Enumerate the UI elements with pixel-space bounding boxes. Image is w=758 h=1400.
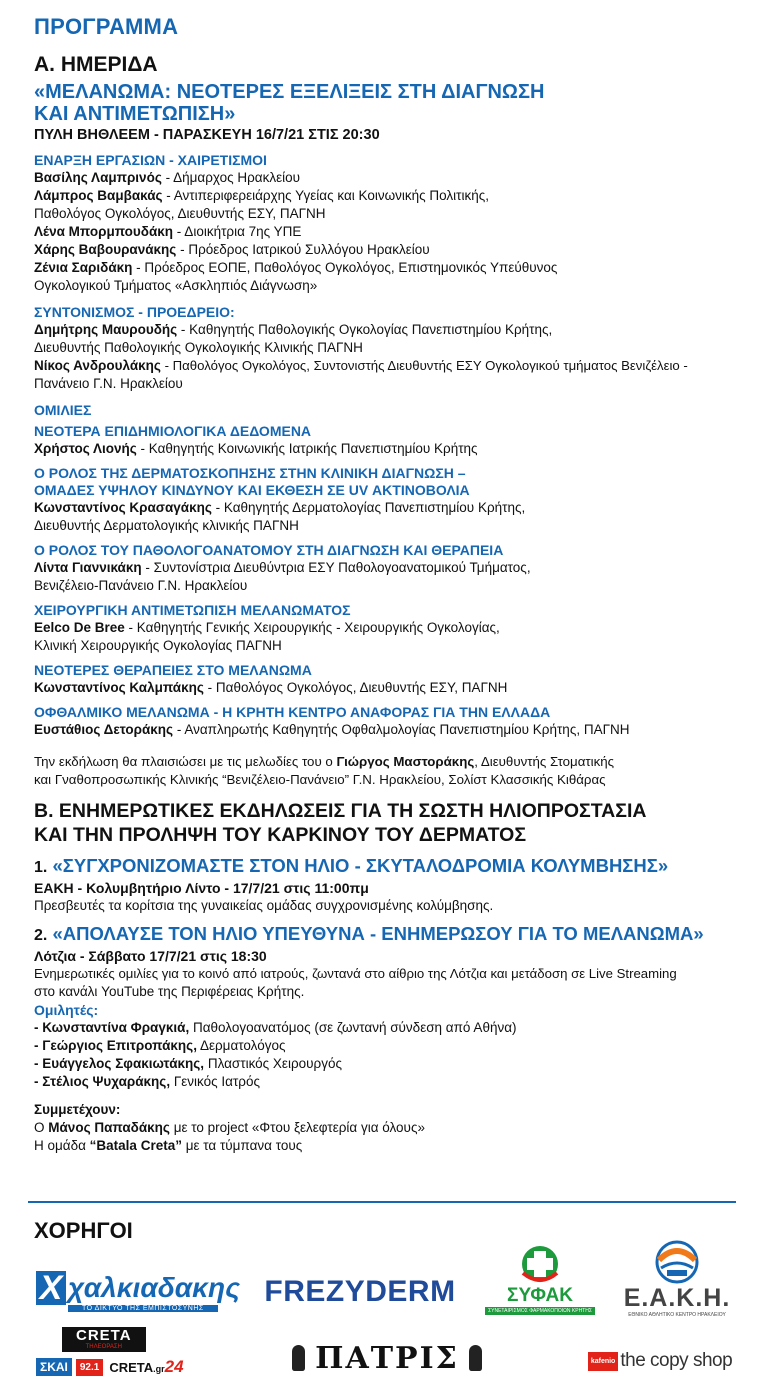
talk-title: ΧΕΙΡΟΥΡΓΙΚΗ ΑΝΤΙΜΕΤΩΠΙΣΗ ΜΕΛΑΝΩΜΑΤΟΣ (34, 602, 351, 618)
skai-frequency: 92.1 (76, 1359, 103, 1376)
opening-person (34, 187, 734, 205)
copyshop-tag: kafenio (588, 1352, 619, 1371)
program-content (34, 14, 734, 1155)
talk-item (34, 423, 734, 458)
event-2 (34, 923, 734, 1155)
person-role: - Καθηγητής Γενικής Χειρουργικής - Χειρουργικής Ογκολογίας, (124, 620, 500, 635)
section-a-title-line1: «ΜΕΛΑΝΩΜΑ: ΝΕΟΤΕΡΕΣ ΕΞΕΛΙΞΕΙΣ ΣΤΗ ΔΙΑΓΝΩΣΗ (34, 81, 545, 103)
creta-tv-tagline: ΤΗΛΕΟΡΑΣΗ (85, 1344, 122, 1350)
opening-list (34, 169, 734, 295)
patris-right-portrait-icon (469, 1345, 482, 1371)
opening-person (34, 241, 734, 259)
talk-speaker (34, 721, 734, 739)
talk-title-line1: Ο ΡΟΛΟΣ ΤΗΣ ΔΕΡΜΑΤΟΣΚΟΠΗΣΗΣ ΣΤΗΝ ΚΛΙΝΙΚΗ ΔΙΑΓΝΩΣΗ – (34, 465, 466, 481)
coordination-heading: ΣΥΝΤΟΝΙΣΜΟΣ - ΠΡΟΕΔΡΕΙΟ: (34, 304, 235, 320)
event-title (34, 855, 734, 879)
talk-title-line2: ΟΜΑΔΕΣ ΥΨΗΛΟΥ ΚΙΝΔΥΝΟΥ ΚΑΙ ΕΚΘΕΣΗ ΣΕ UV ΑΚΤΙΝΟΒΟΛΙΑ (34, 482, 470, 498)
talk-item (34, 602, 734, 655)
person-role-cont: Διευθυντής Παθολογικής Ογκολογικής Κλινικής ΠΑΓΝΗ (34, 340, 363, 355)
event-title-text: «ΣΥΓΧΡΟΝΙΖΟΜΑΣΤΕ ΣΤΟΝ ΗΛΙΟ - ΣΚΥΤΑΛΟΔΡΟΜΙΑ ΚΟΛΥΜΒΗΣΗΣ» (52, 855, 669, 876)
creta-tv-wordmark: CRETA (76, 1327, 132, 1344)
person-role-cont: Κλινική Χειρουργικής Ογκολογίας ΠΑΓΝΗ (34, 638, 282, 653)
person-name: Χρήστος Λιονής (34, 441, 137, 456)
event-1 (34, 855, 734, 915)
chalkiadakis-wordmark: χαλκιαδακης (68, 1271, 241, 1303)
patris-wordmark: ΠΑΤΡΙΣ (315, 1340, 459, 1376)
person-role: - Πρόεδρος ΕΟΠΕ, Παθολόγος Ογκολόγος, Επιστημονικός Υπεύθυνος (132, 260, 558, 275)
cretagr-wordmark: CRETA (109, 1360, 154, 1375)
syfak-logo (488, 1236, 592, 1322)
speaker-item (34, 1019, 734, 1037)
talk-title: Ο ΡΟΛΟΣ ΤΟΥ ΠΑΘΟΛΟΓΟΑΝΑΤΟΜΟΥ ΣΤΗ ΔΙΑΓΝΩΣΗ ΚΑΙ ΘΕΡΑΠΕΙΑ (34, 542, 504, 558)
music-line1 (34, 753, 734, 771)
person-role: - Πρόεδρος Ιατρικού Συλλόγου Ηρακλείου (176, 242, 430, 257)
patris-logo (292, 1338, 482, 1378)
program-title: ΠΡΟΓΡΑΜΜΑ (34, 14, 179, 39)
talk-speaker (34, 619, 734, 637)
music-note (34, 753, 734, 789)
talk-speaker (34, 679, 734, 697)
syfak-wordmark: ΣΥΦΑΚ (507, 1285, 573, 1306)
person-name: - Ευάγγελος Σφακιωτάκης, (34, 1056, 205, 1071)
person-name: Eelco De Bree (34, 620, 125, 635)
section-b-heading-line2: ΚΑΙ ΤΗΝ ΠΡΟΛΗΨΗ ΤΟΥ ΚΑΡΚΙΝΟΥ ΤΟΥ ΔΕΡΜΑΤΟΣ (34, 824, 527, 846)
patris-left-portrait-icon (292, 1345, 305, 1371)
person-role: - Καθηγητής Παθολογικής Ογκολογίας Πανεπιστημίου Κρήτης, (177, 322, 553, 337)
music-pre: Την εκδήλωση θα πλαισιώσει με τις μελωδίες του ο (34, 754, 337, 769)
event-desc: Πρεσβευτές τα κορίτσια της γυναικείας ομάδας συγχρονισμένης κολύμβησης. (34, 898, 494, 913)
person-name: Βασίλης Λαμπρινός (34, 170, 162, 185)
musician-name: Γιώργος Μαστοράκης (336, 754, 475, 769)
speaker-item (34, 1037, 734, 1055)
event-desc: Ενημερωτικές ομιλίες για το κοινό από ιατρούς, ζωντανά στο αίθριο της Λότζια και μετάδοση σε Live Streaming (34, 966, 677, 981)
person-role: Πλαστικός Χειρουργός (204, 1056, 342, 1071)
participant-name: “Batala Creta” (89, 1138, 182, 1153)
person-name: Κωνσταντίνος Καλμπάκης (34, 680, 204, 695)
person-role-cont: Διευθυντής Δερματολογικής κλινικής ΠΑΓΝΗ (34, 518, 299, 533)
cretagr-logo (109, 1357, 183, 1377)
frezyderm-logo (262, 1274, 458, 1310)
talks-heading: ΟΜΙΛΙΕΣ (34, 402, 92, 418)
creta-media-logos (36, 1322, 184, 1382)
person-role: - Παθολόγος Ογκολόγος, Διευθυντής ΕΣΥ, ΠΑΓΝΗ (203, 680, 508, 695)
person-role: - Δήμαρχος Ηρακλείου (161, 170, 301, 185)
coordination-person (34, 321, 734, 339)
talk-title: ΟΦΘΑΛΜΙΚΟ ΜΕΛΑΝΩΜΑ - Η ΚΡΗΤΗ ΚΕΝΤΡΟ ΑΝΑΦΟΡΑΣ ΓΙΑ ΤΗΝ ΕΛΛΑΔΑ (34, 704, 551, 720)
participant-name: Μάνος Παπαδάκης (48, 1120, 170, 1135)
participants-heading: Συμμετέχουν: (34, 1102, 121, 1117)
event-desc-cont: στο κανάλι YouTube της Περιφέρειας Κρήτης. (34, 984, 305, 999)
person-name: Κωνσταντίνος Κρασαγάκης (34, 500, 212, 515)
music-post: , Διευθυντής Στοματικής (474, 754, 615, 769)
opening-heading: ΕΝΑΡΞΗ ΕΡΓΑΣΙΩΝ - ΧΑΙΡΕΤΙΣΜΟΙ (34, 152, 267, 168)
person-name: Ευστάθιος Δετοράκης (34, 722, 174, 737)
section-a-venue: ΠΥΛΗ ΒΗΘΛΕΕΜ - ΠΑΡΑΣΚΕΥΗ 16/7/21 ΣΤΙΣ 20:30 (34, 127, 380, 143)
person-name: Δημήτρης Μαυρουδής (34, 322, 178, 337)
event-title-text: «ΑΠΟΛΑΥΣΕ ΤΟΝ ΗΛΙΟ ΥΠΕΥΘΥΝΑ - ΕΝΗΜΕΡΩΣΟΥ ΓΙΑ ΤΟ ΜΕΛΑΝΩΜΑ» (52, 923, 704, 944)
person-role-cont: Πανάνειο Γ.Ν. Ηρακλείου (34, 376, 183, 391)
person-role-cont: Παθολόγος Ογκολόγος, Διευθυντής ΕΣΥ, ΠΑΓΝΗ (34, 206, 326, 221)
talk-item (34, 704, 734, 739)
creta-tv-logo (62, 1327, 146, 1352)
section-a-heading: Α. ΗΜΕΡΙΔΑ (34, 53, 158, 76)
talk-speaker (34, 559, 734, 577)
syfak-tagline: ΣΥΝΕΤΑΙΡΙΣΜΟΣ ΦΑΡΜΑΚΟΠΟΙΩΝ ΚΡΗΤΗΣ (485, 1307, 595, 1315)
talk-title: ΝΕΟΤΕΡΕΣ ΘΕΡΑΠΕΙΕΣ ΣΤΟ ΜΕΛΑΝΩΜΑ (34, 662, 312, 678)
chalkiadakis-tagline: ΤΟ ΔΙΚΤΥΟ ΤΗΣ ΕΜΠΙΣΤΟΣΥΝΗΣ (68, 1305, 218, 1312)
event-number: 1. (34, 859, 48, 876)
sponsors-heading: ΧΟΡΗΓΟΙ (34, 1218, 133, 1243)
person-name: Νίκος Ανδρουλάκης (34, 358, 161, 373)
speakers-heading: Ομιλητές: (34, 1002, 99, 1018)
music-line2: και Γναθοπροσωπικής Κλινικής “Βενιζέλειο-Πανάνειο” Γ.Ν. Ηρακλείου, Σολίστ Κλασσικής Κιθάρας (34, 772, 606, 787)
person-role: - Καθηγητής Κοινωνικής Ιατρικής Πανεπιστημίου Κρήτης (136, 441, 478, 456)
section-b-heading (34, 799, 734, 847)
section-a-title (34, 81, 734, 125)
person-role-cont: Ογκολογικού Τμήματος «Ασκληπιός Διάγνωση» (34, 278, 318, 293)
participant-post: με τα τύμπανα τους (181, 1138, 303, 1153)
talk-title: ΝΕΟΤΕΡΑ ΕΠΙΔΗΜΙΟΛΟΓΙΚΑ ΔΕΔΟΜΕΝΑ (34, 423, 312, 439)
section-a-title-line2: ΚΑΙ ΑΝΤΙΜΕΤΩΠΙΣΗ» (34, 103, 236, 125)
skai-logo: ΣΚΑΙ (36, 1358, 72, 1376)
eakh-logo (616, 1234, 738, 1322)
person-name: Χάρης Βαβουρανάκης (34, 242, 177, 257)
person-role: - Αντιπεριφερειάρχης Υγείας και Κοινωνικής Πολιτικής, (162, 188, 490, 203)
syfak-cross-icon (515, 1243, 565, 1285)
participant-item (34, 1137, 734, 1155)
opening-person (34, 223, 734, 241)
section-b-heading-line1: Β. ΕΝΗΜΕΡΩΤΙΚΕΣ ΕΚΔΗΛΩΣΕΙΣ ΓΙΑ ΤΗ ΣΩΣΤΗ ΗΛΙΟΠΡΟΣΤΑΣΙΑ (34, 800, 647, 822)
talk-speaker (34, 499, 734, 517)
person-role: Δερματολόγος (196, 1038, 286, 1053)
person-role: - Καθηγητής Δερματολογίας Πανεπιστημίου Κρήτης, (211, 500, 526, 515)
talk-title (34, 465, 734, 499)
event-venue: Λότζια - Σάββατο 17/7/21 στις 18:30 (34, 948, 267, 964)
person-role: - Αναπληρωτής Καθηγητής Οφθαλμολογίας Πανεπιστημίου Κρήτης, ΠΑΓΝΗ (173, 722, 630, 737)
eakh-wordmark: Ε.Α.Κ.Η. (623, 1284, 731, 1312)
person-name: Λίντα Γιαννικάκη (34, 560, 142, 575)
sponsors-divider (28, 1201, 736, 1203)
frezyderm-wordmark: FREZYDERM (264, 1275, 456, 1308)
person-name: - Γεώργιος Επιτροπάκης, (34, 1038, 197, 1053)
coordination-person (34, 357, 734, 375)
participant-pre: Ο (34, 1120, 49, 1135)
speaker-item (34, 1055, 734, 1073)
person-role-cont: Βενιζέλειο-Πανάνειο Γ.Ν. Ηρακλείου (34, 578, 248, 593)
opening-person (34, 259, 734, 277)
participant-item (34, 1119, 734, 1137)
person-name: Ζένια Σαριδάκη (34, 260, 133, 275)
participant-post: με το project «Φτου ξελεφτερία για όλους» (169, 1120, 425, 1135)
person-role: - Συντονίστρια Διευθύντρια ΕΣΥ Παθολογοανατομικού Τμήματος, (141, 560, 531, 575)
opening-person (34, 169, 734, 187)
person-name: - Στέλιος Ψυχαράκης, (34, 1074, 171, 1089)
event-number: 2. (34, 927, 48, 944)
eakh-tagline: ΕΘΝΙΚΟ ΑΘΛΗΤΙΚΟ ΚΕΝΤΡΟ ΗΡΑΚΛΕΙΟΥ (628, 1312, 726, 1318)
copyshop-logo (584, 1346, 736, 1376)
copyshop-wordmark: the copy shop (620, 1350, 733, 1371)
eakh-emblem-icon (651, 1238, 703, 1284)
talk-item (34, 465, 734, 535)
person-role: Παθολογοανατόμος (σε ζωντανή σύνδεση από Αθήνα) (189, 1020, 517, 1035)
talk-item (34, 662, 734, 697)
cretagr-suffix: .gr (153, 1364, 165, 1374)
person-role: - Διοικήτρια 7ης ΥΠΕ (173, 224, 302, 239)
speaker-item (34, 1073, 734, 1091)
participant-pre: Η ομάδα (34, 1138, 90, 1153)
person-name: Λάμπρος Βαμβακάς (34, 188, 163, 203)
person-role: Γενικός Ιατρός (170, 1074, 260, 1089)
person-role: - Παθολόγος Ογκολόγος, Συντονιστής Διευθυντής ΕΣΥ Ογκολογικού τμήματος Βενιζέλειο - (160, 358, 688, 373)
person-name: Λένα Μπορμπουδάκη (34, 224, 174, 239)
event-venue: ΕΑΚΗ - Κολυμβητήριο Λίντο - 17/7/21 στις 11:00πμ (34, 880, 369, 896)
cretagr-24: 24 (164, 1357, 184, 1376)
chalkiadakis-logo (36, 1268, 241, 1314)
talk-item (34, 542, 734, 595)
x-mark-icon: X (36, 1271, 66, 1305)
coordination-list (34, 321, 734, 393)
person-name: - Κωνσταντίνα Φραγκιά, (34, 1020, 190, 1035)
talk-speaker (34, 440, 734, 458)
event-title (34, 923, 734, 947)
